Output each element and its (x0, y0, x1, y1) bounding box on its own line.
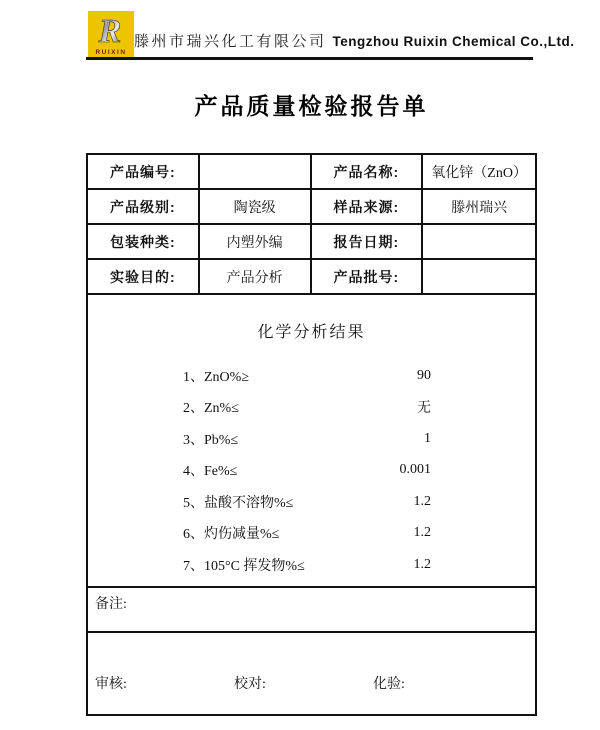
result-label: 7、105°C 挥发物%≤ (183, 558, 305, 574)
remarks-row (88, 588, 535, 633)
result-value: 无 (417, 401, 431, 417)
result-label: 5、盐酸不溶物%≤ (183, 495, 294, 511)
info-label-report-date: 报告日期: (312, 225, 424, 260)
signature-assay-label: 化验: (373, 677, 405, 692)
result-row-volatiles (88, 549, 535, 581)
info-label-product-code: 产品编号: (88, 155, 200, 190)
results-heading: 化学分析结果 (257, 324, 366, 341)
result-label: 2、Zn%≤ (183, 401, 239, 417)
info-label-package-type: 包装种类: (88, 225, 200, 260)
header-divider (86, 57, 533, 60)
result-row-hcl-insoluble (88, 486, 535, 518)
info-label-batch-number: 产品批号: (312, 260, 424, 295)
info-value-product-name: 氧化锌（ZnO） (423, 155, 535, 190)
info-value-product-grade: 陶瓷级 (200, 190, 312, 225)
signatures-row (88, 633, 535, 712)
result-row-fe (88, 455, 535, 487)
signature-proofread-label: 校对: (234, 677, 266, 692)
result-label: 4、Fe%≤ (183, 464, 238, 480)
result-label: 3、Pb%≤ (183, 432, 239, 448)
company-name-en: Tengzhou Ruixin Chemical Co.,Ltd. (332, 34, 575, 49)
ruixin-logo-icon (88, 11, 134, 57)
info-label-product-grade: 产品级别: (88, 190, 200, 225)
result-row-zn (88, 392, 535, 424)
info-value-test-purpose: 产品分析 (200, 260, 312, 295)
info-value-sample-source: 滕州瑞兴 (423, 190, 535, 225)
info-value-batch-number (423, 260, 535, 295)
result-value: 90 (417, 367, 431, 383)
page-title: 产品质量检验报告单 (194, 93, 429, 119)
remarks-label: 备注: (95, 597, 127, 612)
signature-audit-label: 审核: (95, 677, 127, 692)
company-name-cn: 滕州市瑞兴化工有限公司 (134, 34, 327, 50)
company-logo (88, 11, 134, 57)
result-value: 1.2 (413, 556, 431, 572)
result-value: 0.001 (399, 462, 431, 478)
results-items (88, 360, 535, 581)
info-value-report-date (423, 225, 535, 260)
company-name-line (134, 30, 575, 51)
info-label-product-name: 产品名称: (312, 155, 424, 190)
info-value-product-code (200, 155, 312, 190)
info-label-sample-source: 样品来源: (312, 190, 424, 225)
info-value-package-type: 内塑外编 (200, 225, 312, 260)
result-value: 1.2 (413, 525, 431, 541)
report-table (86, 153, 537, 716)
result-row-ignition-loss (88, 518, 535, 550)
result-row-pb (88, 423, 535, 455)
result-row-zno (88, 360, 535, 392)
result-label: 1、ZnO%≥ (183, 369, 250, 385)
info-grid (88, 155, 535, 295)
logo-brand-text: RUIXIN (95, 49, 127, 56)
logo-letter: R (98, 13, 122, 50)
result-label: 6、灼伤减量%≤ (183, 527, 280, 543)
results-section (88, 295, 535, 588)
result-value: 1.2 (413, 493, 431, 509)
info-label-test-purpose: 实验目的: (88, 260, 200, 295)
result-value: 1 (424, 430, 431, 446)
